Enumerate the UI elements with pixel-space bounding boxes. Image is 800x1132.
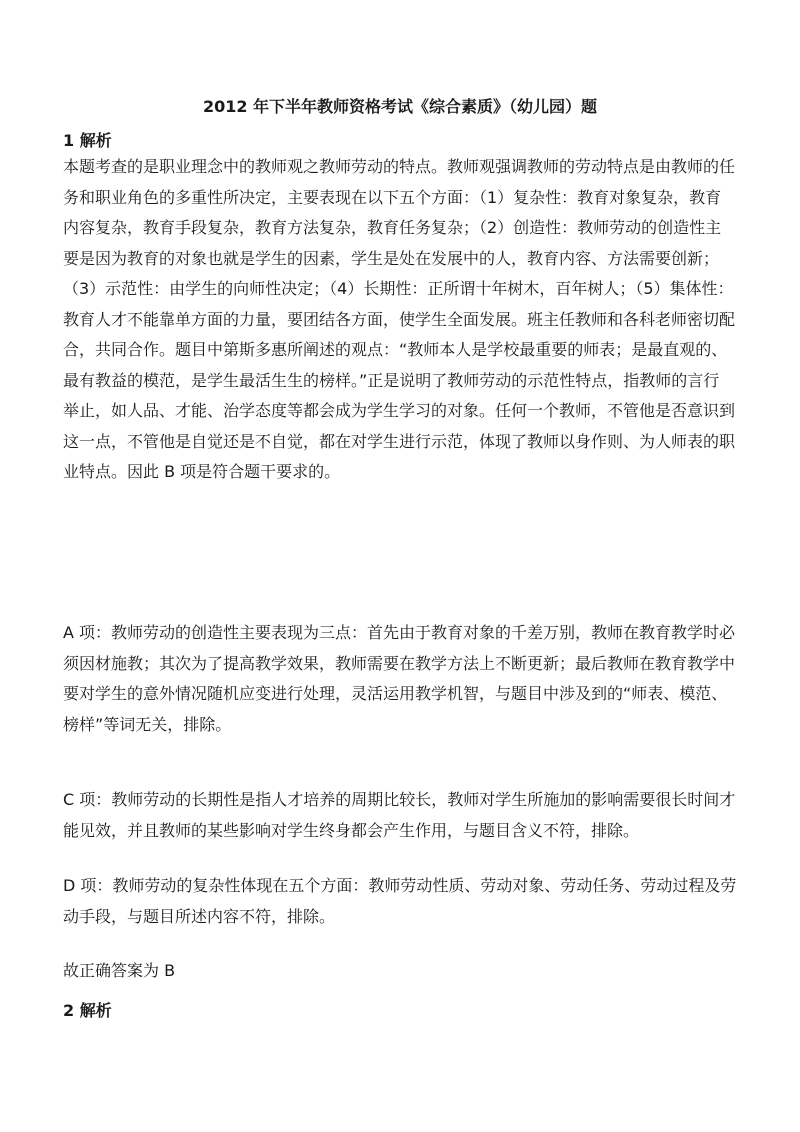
question-2-heading: 2 解析: [63, 1001, 112, 1020]
text-line: 举止，如人品、才能、治学态度等都会成为学生学习的对象。任何一个教师，不管他是否意识到: [63, 401, 736, 420]
text-line: 务和职业角色的多重性所决定，主要表现在以下五个方面：（1）复杂性：教育对象复杂，教育: [63, 187, 722, 207]
text-line: 内容复杂，教育手段复杂，教育方法复杂，教育任务复杂；（2）创造性：教师劳动的创造性主: [63, 218, 722, 237]
option-d-paragraph: [63, 871, 753, 932]
text-line: A 项：教师劳动的创造性主要表现为三点：首先由于教育对象的千差万别，教师在教育教学时必: [63, 623, 736, 642]
text-line: 教育人才不能靠单方面的力量，要团结各方面，使学生全面发展。班主任教师和各科老师密切配: [63, 309, 736, 329]
document-title: 2012 年下半年教师资格考试《综合素质》（幼儿园）题: [202, 97, 598, 116]
text-line: 须因材施教；其次为了提高教学效果，教师需要在教学方法上不断更新；最后教师在教育教学中: [63, 653, 736, 673]
text-line: 这一点，不管他是自觉还是不自觉，都在对学生进行示范，体现了教师以身作则、为人师表的职: [63, 431, 736, 451]
text-line: D 项：教师劳动的复杂性体现在五个方面：教师劳动性质、劳动对象、劳动任务、劳动过程及劳: [63, 876, 737, 895]
question-1-heading: 1 解析: [63, 131, 112, 150]
option-c-paragraph: [63, 785, 753, 846]
text-line: 最有教益的模范，是学生最活生生的榜样。”正是说明了教师劳动的示范性特点，指教师的言行: [63, 370, 720, 390]
answer-text: 故正确答案为 B: [63, 961, 176, 980]
text-line: 能见效，并且教师的某些影响对学生终身都会产生作用，与题目含义不符，排除。: [63, 820, 640, 840]
text-line: 业特点。因此 B 项是符合题干要求的。: [63, 462, 341, 481]
text-line: 榜样”等词无关，排除。: [63, 714, 232, 734]
text-line: C 项：教师劳动的长期性是指人才培养的周期比较长，教师对学生所施加的影响需要很长时间才: [63, 790, 736, 809]
analysis-paragraph: [63, 152, 753, 488]
answer-line: [63, 956, 753, 987]
text-line: 要对学生的意外情况随机应变进行处理，灵活运用教学机智，与题目中涉及到的“师表、模范、: [63, 684, 728, 703]
text-line: 本题考查的是职业理念中的教师观之教师劳动的特点。教师观强调教师的劳动特点是由教师的任: [63, 157, 736, 176]
option-a-paragraph: [63, 618, 753, 740]
text-line: （3）示范性：由学生的向师性决定；（4）长期性：正所谓十年树木，百年树人；（5）集体性：: [63, 279, 734, 298]
text-line: 要是因为教育的对象也就是学生的因素，学生是处在发展中的人，教育内容、方法需要创新；: [63, 248, 720, 268]
text-line: 动手段，与题目所述内容不符，排除。: [63, 906, 336, 926]
text-line: 合，共同合作。题目中第斯多惠所阐述的观点：“教师本人是学校最重要的师表；是最直观的、: [63, 340, 728, 359]
